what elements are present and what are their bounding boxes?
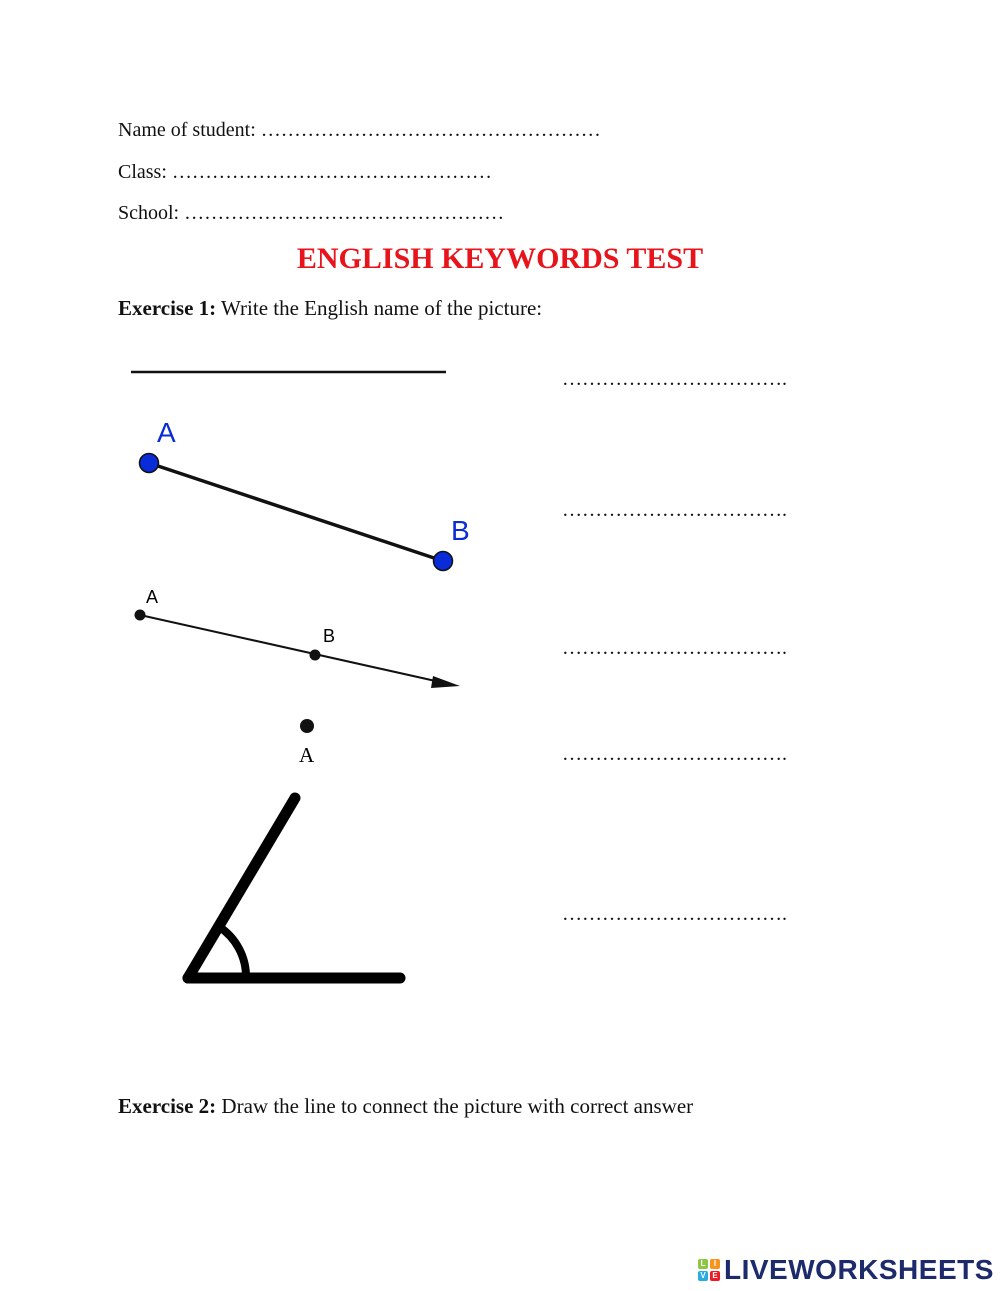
figure-segment [140,417,470,571]
segment-point-a [140,454,159,473]
logo-icon [698,1259,720,1281]
segment-line [149,463,443,561]
ray-point-a [135,610,146,621]
exercise-2-heading [118,1094,693,1119]
exercise-1-label: Exercise 1: [118,296,217,320]
logo-letter-e: E [710,1271,720,1281]
ray-point-b [310,650,321,661]
logo-letter-l: L [698,1259,708,1269]
answer-blank-2[interactable]: ……………………………. [562,499,787,521]
exercise-2-label: Exercise 2: [118,1094,217,1118]
school-field: School: ………………………………………… [118,202,505,224]
student-name-field: Name of student: …………………………………………… [118,119,601,141]
segment-label-a: A [157,417,176,448]
ray-label-a: A [146,587,159,607]
figure-ray [135,587,461,688]
point-a [300,719,314,733]
logo-letter-v: V [698,1271,708,1281]
liveworksheets-logo [698,1255,994,1285]
exercise-2-instruction: Draw the line to connect the picture with correct answer [221,1094,694,1118]
page-title: ENGLISH KEYWORDS TEST [296,242,704,275]
ray-label-b: B [323,626,336,646]
exercise-1-instruction: Write the English name of the picture: [221,296,543,320]
figure-point [299,719,315,767]
answer-blank-4[interactable]: ……………………………. [562,743,787,765]
ray-arrow-icon [431,676,460,688]
answer-blank-5[interactable]: ……………………………. [562,903,787,925]
class-field: Class: ………………………………………… [118,161,492,183]
angle-arc [219,926,246,978]
figure-angle [188,798,400,978]
segment-point-b [434,552,453,571]
ray-line [140,615,440,682]
segment-label-b: B [451,515,470,546]
point-label-a: A [299,743,315,767]
logo-text: LIVEWORKSHEETS [724,1254,994,1285]
answer-blank-1[interactable]: ……………………………. [562,368,787,390]
logo-letter-i: I [710,1259,720,1269]
answer-blank-3[interactable]: ……………………………. [562,637,787,659]
